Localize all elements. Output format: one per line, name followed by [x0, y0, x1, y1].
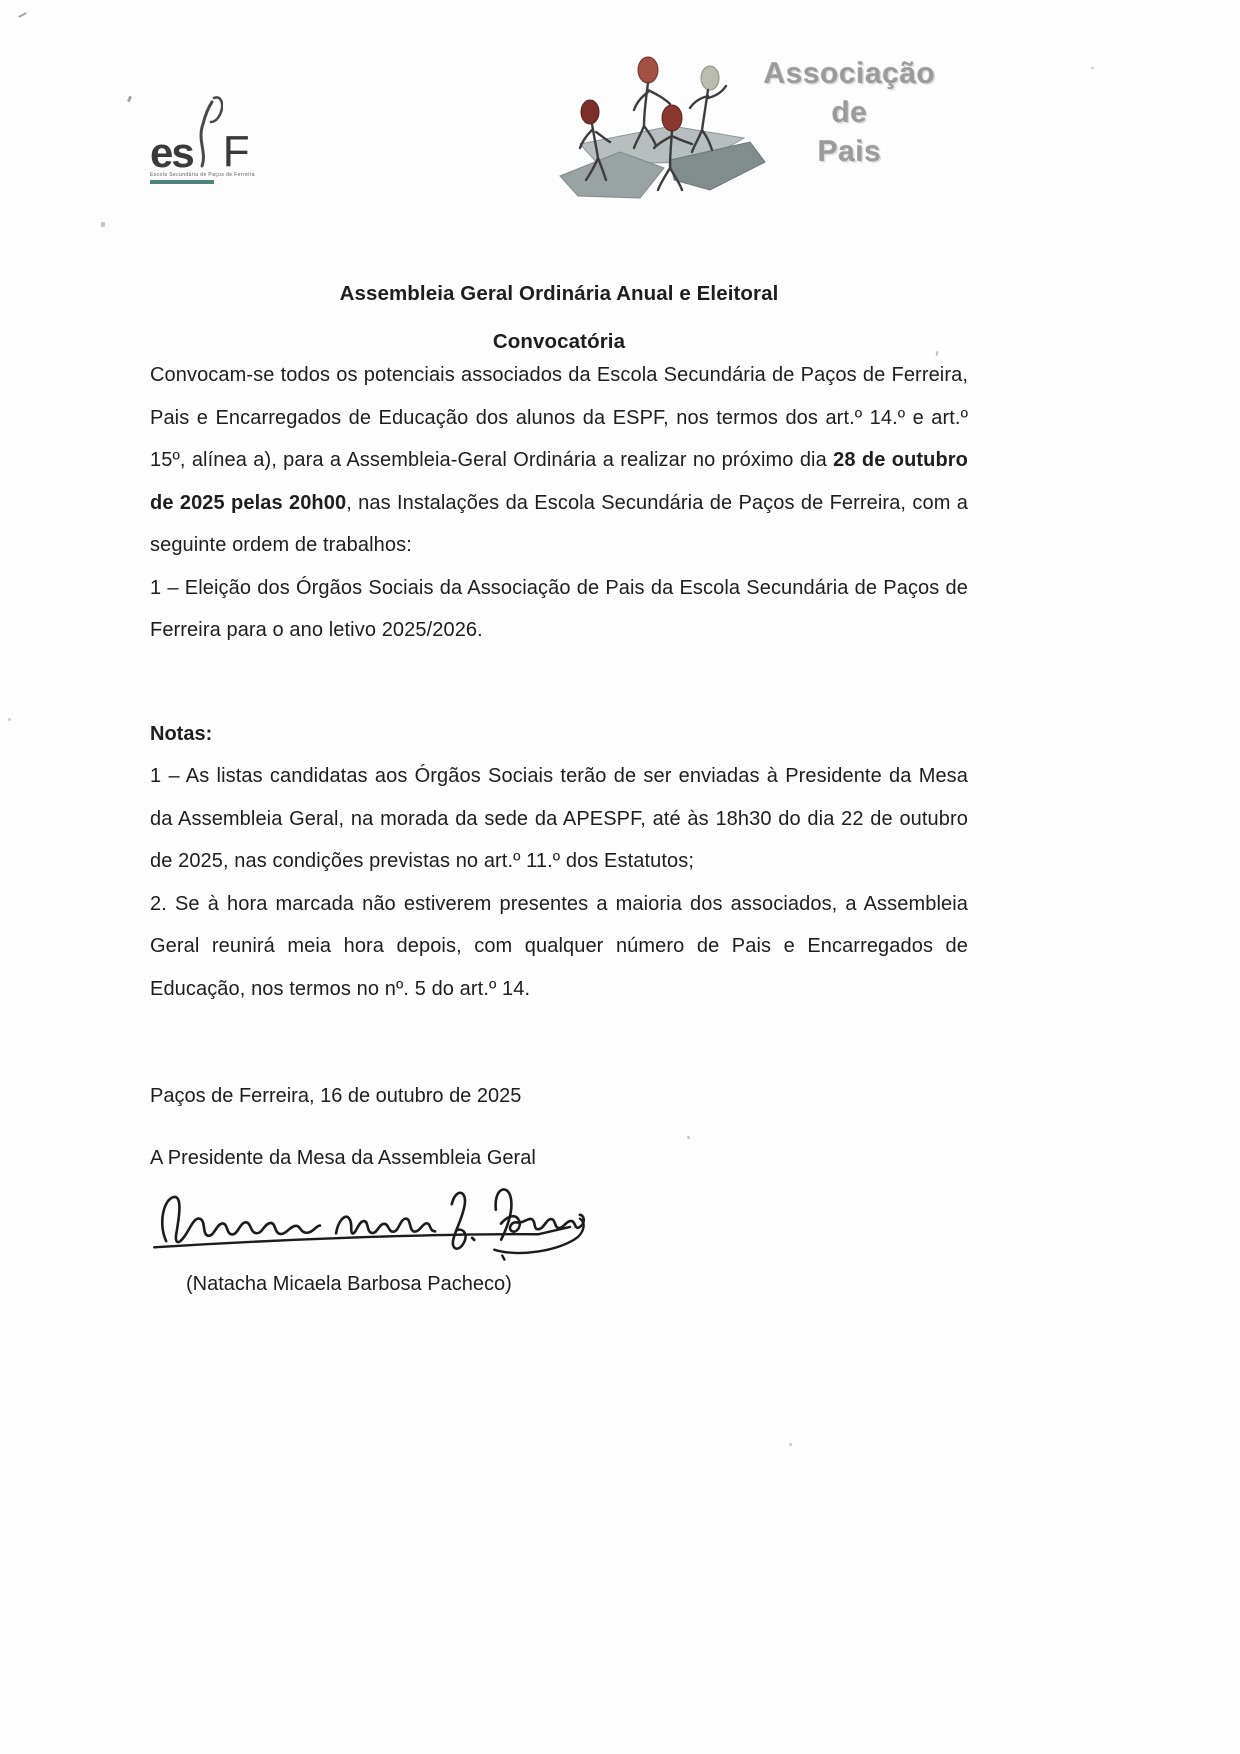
parents-association-logo-text	[757, 54, 942, 171]
espf-logo-squiggle-icon	[193, 92, 223, 168]
scan-speckle	[18, 12, 27, 18]
paragraph-convocation	[150, 354, 968, 567]
paragraph-convocation-post: , nas Instalações da Escola Secundária de Paços de Ferreira, com a seguinte ordem de trabalhos:	[150, 491, 968, 556]
espf-school-logo	[150, 92, 280, 184]
parents-association-text-line1: Associação	[763, 57, 936, 90]
scan-speckle	[789, 1443, 792, 1446]
paragraph-convocation-date-bold: 28 de outubro de 2025 pelas 20h00	[150, 449, 968, 514]
espf-logo-ribbon	[150, 180, 214, 184]
document-title: Assembleia Geral Ordinária Anual e Eleitoral	[339, 282, 779, 305]
parents-association-text-line2: de	[831, 96, 868, 129]
agenda-item-1: 1 – Eleição dos Órgãos Sociais da Associação de Pais da Escola Secundária de Paços de Ferreira para o ano letivo 2025/2026.	[150, 576, 968, 641]
signature-printed-name: (Natacha Micaela Barbosa Pacheco)	[186, 1273, 512, 1295]
scan-speckle	[127, 96, 132, 103]
parents-association-logo	[552, 40, 936, 205]
paragraph-convocation-pre: Convocam-se todos os potenciais associados da Escola Secundária de Paços de Ferreira, Pais e Encarregados de Educação dos alunos da ESPF, nos termos dos art.º 14.º e art.º 15º, alínea a), para a Assembleia-Geral Ordinária a realizar no próximo dia	[150, 364, 968, 471]
letter-content	[150, 282, 968, 1299]
espf-logo-text-f: F	[222, 127, 250, 177]
handwritten-signature	[150, 1179, 591, 1272]
parents-association-figures-icon	[552, 40, 767, 200]
espf-logo-text-es: es	[150, 128, 193, 176]
signoff-role: A Presidente da Mesa da Assembleia Geral	[150, 1146, 536, 1169]
notes-heading: Notas:	[150, 722, 213, 745]
scan-speckle	[101, 222, 105, 227]
document-subtitle: Convocatória	[492, 330, 626, 353]
signature-script-icon	[150, 1179, 591, 1272]
note-1: 1 – As listas candidatas aos Órgãos Sociais terão de ser enviadas à Presidente da Mesa da Assembleia Geral, na morada da sede da APESPF, até às 18h30 do dia 22 de outubro de 2025, nas condições previstas no art.º 11.º dos Estatutos;	[150, 765, 968, 872]
scan-speckle	[1091, 67, 1094, 69]
espf-logo-caption: Escola Secundária de Paços de Ferreira	[150, 172, 255, 178]
scan-speckle	[8, 718, 11, 721]
place-and-date: Paços de Ferreira, 16 de outubro de 2025	[150, 1085, 522, 1107]
parents-association-text-line3: Pais	[817, 135, 882, 168]
note-2: 2. Se à hora marcada não estiverem presentes a maioria dos associados, a Assembleia Geral reunirá meia hora depois, com qualquer número de Pais e Encarregados de Educação, nos termos no nº. 5 do art.º 14.	[150, 892, 968, 1000]
